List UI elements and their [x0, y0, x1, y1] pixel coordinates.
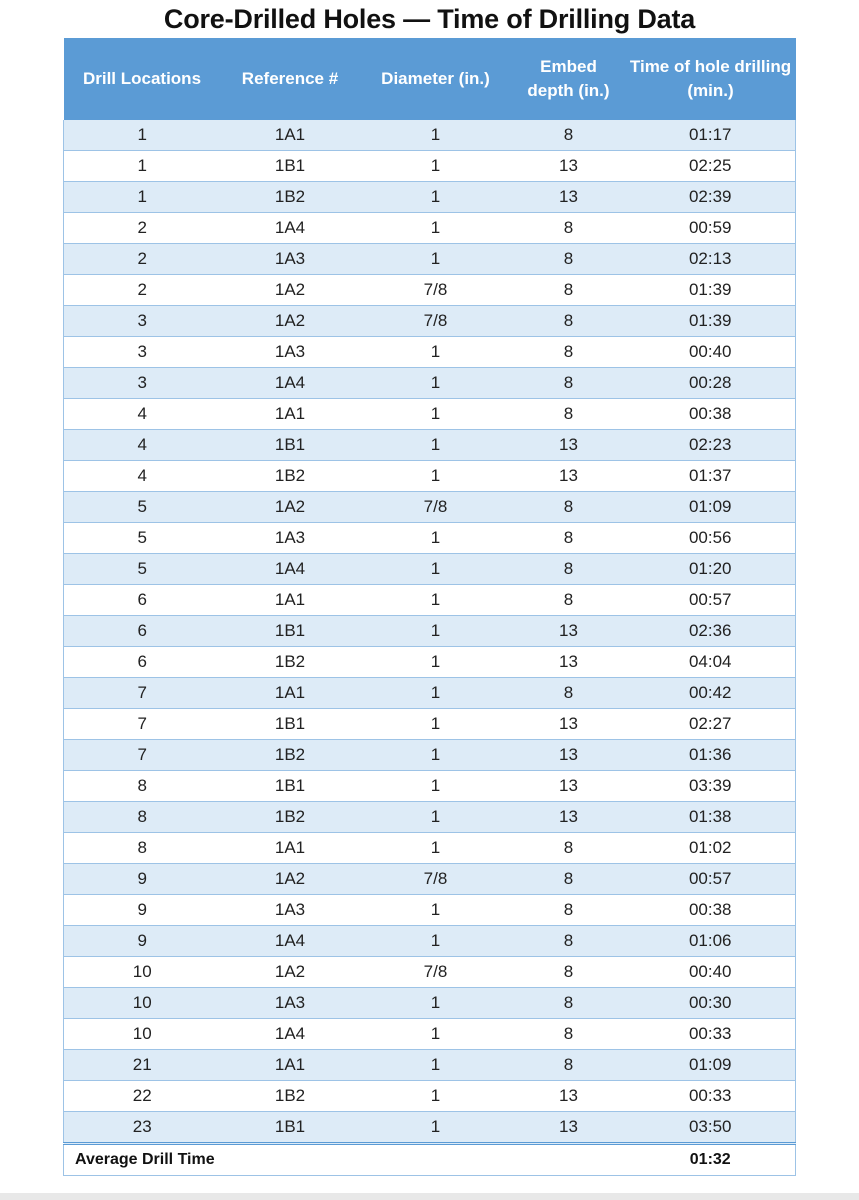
cell-diameter: 1	[360, 337, 512, 368]
cell-drilling-time: 01:36	[626, 740, 796, 771]
cell-reference: 1A1	[221, 1050, 360, 1081]
table-row	[64, 1112, 796, 1144]
cell-embed-depth: 13	[512, 151, 626, 182]
average-label: Average Drill Time	[64, 1144, 626, 1176]
cell-diameter: 1	[360, 771, 512, 802]
cell-reference: 1A2	[221, 957, 360, 988]
table-row	[64, 833, 796, 864]
cell-drill-location: 22	[64, 1081, 221, 1112]
cell-reference: 1A4	[221, 213, 360, 244]
cell-drill-location: 5	[64, 492, 221, 523]
cell-drill-location: 4	[64, 461, 221, 492]
cell-drilling-time: 02:23	[626, 430, 796, 461]
table-row	[64, 957, 796, 988]
cell-drilling-time: 03:50	[626, 1112, 796, 1144]
cell-reference: 1B2	[221, 182, 360, 213]
cell-drill-location: 7	[64, 678, 221, 709]
cell-diameter: 7/8	[360, 957, 512, 988]
cell-embed-depth: 8	[512, 275, 626, 306]
cell-reference: 1A1	[221, 399, 360, 430]
cell-drill-location: 4	[64, 430, 221, 461]
cell-drill-location: 8	[64, 771, 221, 802]
cell-drilling-time: 01:17	[626, 120, 796, 151]
cell-drill-location: 9	[64, 895, 221, 926]
cell-embed-depth: 8	[512, 678, 626, 709]
cell-drill-location: 10	[64, 1019, 221, 1050]
cell-reference: 1A4	[221, 926, 360, 957]
cell-reference: 1A3	[221, 895, 360, 926]
cell-drilling-time: 00:59	[626, 213, 796, 244]
table-row	[64, 120, 796, 151]
cell-diameter: 7/8	[360, 864, 512, 895]
cell-reference: 1B2	[221, 1081, 360, 1112]
cell-diameter: 1	[360, 616, 512, 647]
cell-embed-depth: 13	[512, 802, 626, 833]
table-row	[64, 306, 796, 337]
cell-drilling-time: 01:39	[626, 306, 796, 337]
table-row	[64, 151, 796, 182]
cell-drilling-time: 00:42	[626, 678, 796, 709]
cell-embed-depth: 8	[512, 957, 626, 988]
cell-drilling-time: 01:38	[626, 802, 796, 833]
table-body	[64, 120, 796, 1144]
cell-reference: 1A1	[221, 120, 360, 151]
cell-drilling-time: 01:39	[626, 275, 796, 306]
cell-embed-depth: 8	[512, 213, 626, 244]
cell-embed-depth: 13	[512, 771, 626, 802]
cell-drill-location: 7	[64, 709, 221, 740]
cell-embed-depth: 8	[512, 926, 626, 957]
cell-drill-location: 5	[64, 554, 221, 585]
table-row	[64, 678, 796, 709]
cell-reference: 1A3	[221, 523, 360, 554]
table-row	[64, 523, 796, 554]
cell-diameter: 7/8	[360, 492, 512, 523]
cell-drilling-time: 00:40	[626, 337, 796, 368]
table-row	[64, 275, 796, 306]
cell-reference: 1A3	[221, 337, 360, 368]
table-row	[64, 554, 796, 585]
cell-diameter: 1	[360, 461, 512, 492]
cell-embed-depth: 8	[512, 864, 626, 895]
table-row	[64, 399, 796, 430]
cell-embed-depth: 13	[512, 461, 626, 492]
cell-diameter: 1	[360, 895, 512, 926]
cell-drill-location: 21	[64, 1050, 221, 1081]
cell-diameter: 1	[360, 740, 512, 771]
cell-reference: 1A2	[221, 275, 360, 306]
cell-embed-depth: 13	[512, 1112, 626, 1144]
cell-drill-location: 6	[64, 647, 221, 678]
cell-diameter: 1	[360, 709, 512, 740]
cell-embed-depth: 8	[512, 988, 626, 1019]
cell-drilling-time: 00:57	[626, 864, 796, 895]
cell-drilling-time: 00:40	[626, 957, 796, 988]
cell-drilling-time: 00:33	[626, 1081, 796, 1112]
cell-embed-depth: 13	[512, 616, 626, 647]
cell-reference: 1A1	[221, 585, 360, 616]
cell-reference: 1A4	[221, 554, 360, 585]
table-row	[64, 926, 796, 957]
header-row	[64, 38, 796, 120]
column-header-drilling-time: Time of hole drilling (min.)	[626, 38, 796, 120]
cell-drill-location: 3	[64, 306, 221, 337]
cell-embed-depth: 8	[512, 244, 626, 275]
cell-reference: 1B1	[221, 151, 360, 182]
column-header-reference: Reference #	[221, 38, 360, 120]
cell-diameter: 1	[360, 523, 512, 554]
table-header	[64, 38, 796, 120]
cell-drilling-time: 00:33	[626, 1019, 796, 1050]
cell-embed-depth: 8	[512, 895, 626, 926]
average-value: 01:32	[626, 1144, 796, 1176]
cell-drill-location: 5	[64, 523, 221, 554]
page-bottom-edge	[0, 1193, 859, 1200]
cell-drilling-time: 00:28	[626, 368, 796, 399]
cell-reference: 1B1	[221, 430, 360, 461]
table-row	[64, 709, 796, 740]
cell-diameter: 1	[360, 430, 512, 461]
table-row	[64, 461, 796, 492]
cell-drilling-time: 00:38	[626, 895, 796, 926]
cell-diameter: 1	[360, 647, 512, 678]
cell-diameter: 1	[360, 988, 512, 1019]
table-row	[64, 771, 796, 802]
cell-drill-location: 1	[64, 182, 221, 213]
cell-embed-depth: 8	[512, 1019, 626, 1050]
cell-drill-location: 9	[64, 926, 221, 957]
cell-drill-location: 8	[64, 802, 221, 833]
cell-drilling-time: 02:39	[626, 182, 796, 213]
drilling-data-table	[63, 38, 796, 1176]
table-row	[64, 244, 796, 275]
cell-diameter: 1	[360, 1112, 512, 1144]
cell-drilling-time: 01:06	[626, 926, 796, 957]
cell-embed-depth: 13	[512, 709, 626, 740]
column-header-diameter: Diameter (in.)	[360, 38, 512, 120]
cell-drilling-time: 00:30	[626, 988, 796, 1019]
cell-drill-location: 3	[64, 368, 221, 399]
cell-drill-location: 1	[64, 120, 221, 151]
table-row	[64, 182, 796, 213]
table-row	[64, 616, 796, 647]
cell-diameter: 1	[360, 1050, 512, 1081]
cell-reference: 1A1	[221, 678, 360, 709]
cell-drill-location: 2	[64, 275, 221, 306]
table-row	[64, 492, 796, 523]
cell-reference: 1A2	[221, 864, 360, 895]
cell-drill-location: 2	[64, 244, 221, 275]
cell-diameter: 1	[360, 399, 512, 430]
cell-drill-location: 4	[64, 399, 221, 430]
cell-drilling-time: 01:09	[626, 1050, 796, 1081]
cell-reference: 1A2	[221, 492, 360, 523]
cell-drilling-time: 00:57	[626, 585, 796, 616]
cell-reference: 1B1	[221, 1112, 360, 1144]
table-row	[64, 740, 796, 771]
cell-embed-depth: 8	[512, 306, 626, 337]
cell-drill-location: 2	[64, 213, 221, 244]
cell-diameter: 1	[360, 213, 512, 244]
cell-drilling-time: 04:04	[626, 647, 796, 678]
cell-drilling-time: 02:36	[626, 616, 796, 647]
cell-diameter: 1	[360, 151, 512, 182]
cell-embed-depth: 8	[512, 585, 626, 616]
cell-embed-depth: 13	[512, 430, 626, 461]
cell-drilling-time: 02:13	[626, 244, 796, 275]
cell-drilling-time: 03:39	[626, 771, 796, 802]
cell-embed-depth: 8	[512, 399, 626, 430]
page-title: Core-Drilled Holes — Time of Drilling Data	[163, 4, 696, 34]
cell-diameter: 1	[360, 585, 512, 616]
cell-drill-location: 6	[64, 585, 221, 616]
cell-diameter: 1	[360, 926, 512, 957]
cell-embed-depth: 8	[512, 120, 626, 151]
cell-reference: 1B2	[221, 647, 360, 678]
cell-drilling-time: 00:56	[626, 523, 796, 554]
cell-diameter: 1	[360, 1081, 512, 1112]
cell-diameter: 1	[360, 802, 512, 833]
cell-embed-depth: 8	[512, 492, 626, 523]
cell-reference: 1A1	[221, 833, 360, 864]
column-header-drill-locations: Drill Locations	[64, 38, 221, 120]
cell-reference: 1B1	[221, 709, 360, 740]
cell-reference: 1A4	[221, 368, 360, 399]
column-header-embed-depth: Embed depth (in.)	[512, 38, 626, 120]
table-row	[64, 988, 796, 1019]
cell-embed-depth: 8	[512, 337, 626, 368]
average-row	[64, 1144, 796, 1176]
cell-reference: 1B2	[221, 740, 360, 771]
cell-reference: 1A3	[221, 244, 360, 275]
table-row	[64, 368, 796, 399]
cell-drilling-time: 02:27	[626, 709, 796, 740]
cell-embed-depth: 8	[512, 523, 626, 554]
cell-drilling-time: 01:02	[626, 833, 796, 864]
cell-reference: 1B2	[221, 461, 360, 492]
cell-reference: 1A4	[221, 1019, 360, 1050]
cell-reference: 1B1	[221, 616, 360, 647]
cell-diameter: 1	[360, 244, 512, 275]
cell-embed-depth: 13	[512, 182, 626, 213]
table-row	[64, 337, 796, 368]
cell-drill-location: 6	[64, 616, 221, 647]
cell-drilling-time: 01:20	[626, 554, 796, 585]
cell-diameter: 7/8	[360, 306, 512, 337]
cell-diameter: 1	[360, 368, 512, 399]
cell-drill-location: 8	[64, 833, 221, 864]
cell-drill-location: 10	[64, 988, 221, 1019]
drilling-data-table-container	[63, 38, 795, 1176]
cell-diameter: 1	[360, 833, 512, 864]
cell-drill-location: 9	[64, 864, 221, 895]
table-row	[64, 213, 796, 244]
cell-diameter: 7/8	[360, 275, 512, 306]
table-row	[64, 1050, 796, 1081]
table-row	[64, 802, 796, 833]
cell-diameter: 1	[360, 554, 512, 585]
cell-embed-depth: 8	[512, 368, 626, 399]
table-row	[64, 585, 796, 616]
cell-diameter: 1	[360, 678, 512, 709]
cell-embed-depth: 13	[512, 740, 626, 771]
cell-reference: 1B1	[221, 771, 360, 802]
cell-embed-depth: 8	[512, 1050, 626, 1081]
table-row	[64, 895, 796, 926]
cell-drilling-time: 01:09	[626, 492, 796, 523]
cell-drill-location: 3	[64, 337, 221, 368]
cell-drill-location: 23	[64, 1112, 221, 1144]
cell-drilling-time: 00:38	[626, 399, 796, 430]
cell-embed-depth: 8	[512, 554, 626, 585]
cell-reference: 1A2	[221, 306, 360, 337]
cell-reference: 1B2	[221, 802, 360, 833]
cell-reference: 1A3	[221, 988, 360, 1019]
cell-drill-location: 7	[64, 740, 221, 771]
cell-drilling-time: 01:37	[626, 461, 796, 492]
table-row	[64, 1081, 796, 1112]
cell-embed-depth: 13	[512, 1081, 626, 1112]
cell-embed-depth: 13	[512, 647, 626, 678]
table-row	[64, 430, 796, 461]
cell-drill-location: 1	[64, 151, 221, 182]
cell-drill-location: 10	[64, 957, 221, 988]
cell-embed-depth: 8	[512, 833, 626, 864]
cell-diameter: 1	[360, 182, 512, 213]
table-row	[64, 864, 796, 895]
table-row	[64, 647, 796, 678]
cell-diameter: 1	[360, 1019, 512, 1050]
cell-drilling-time: 02:25	[626, 151, 796, 182]
table-row	[64, 1019, 796, 1050]
cell-diameter: 1	[360, 120, 512, 151]
table-footer	[64, 1144, 796, 1176]
